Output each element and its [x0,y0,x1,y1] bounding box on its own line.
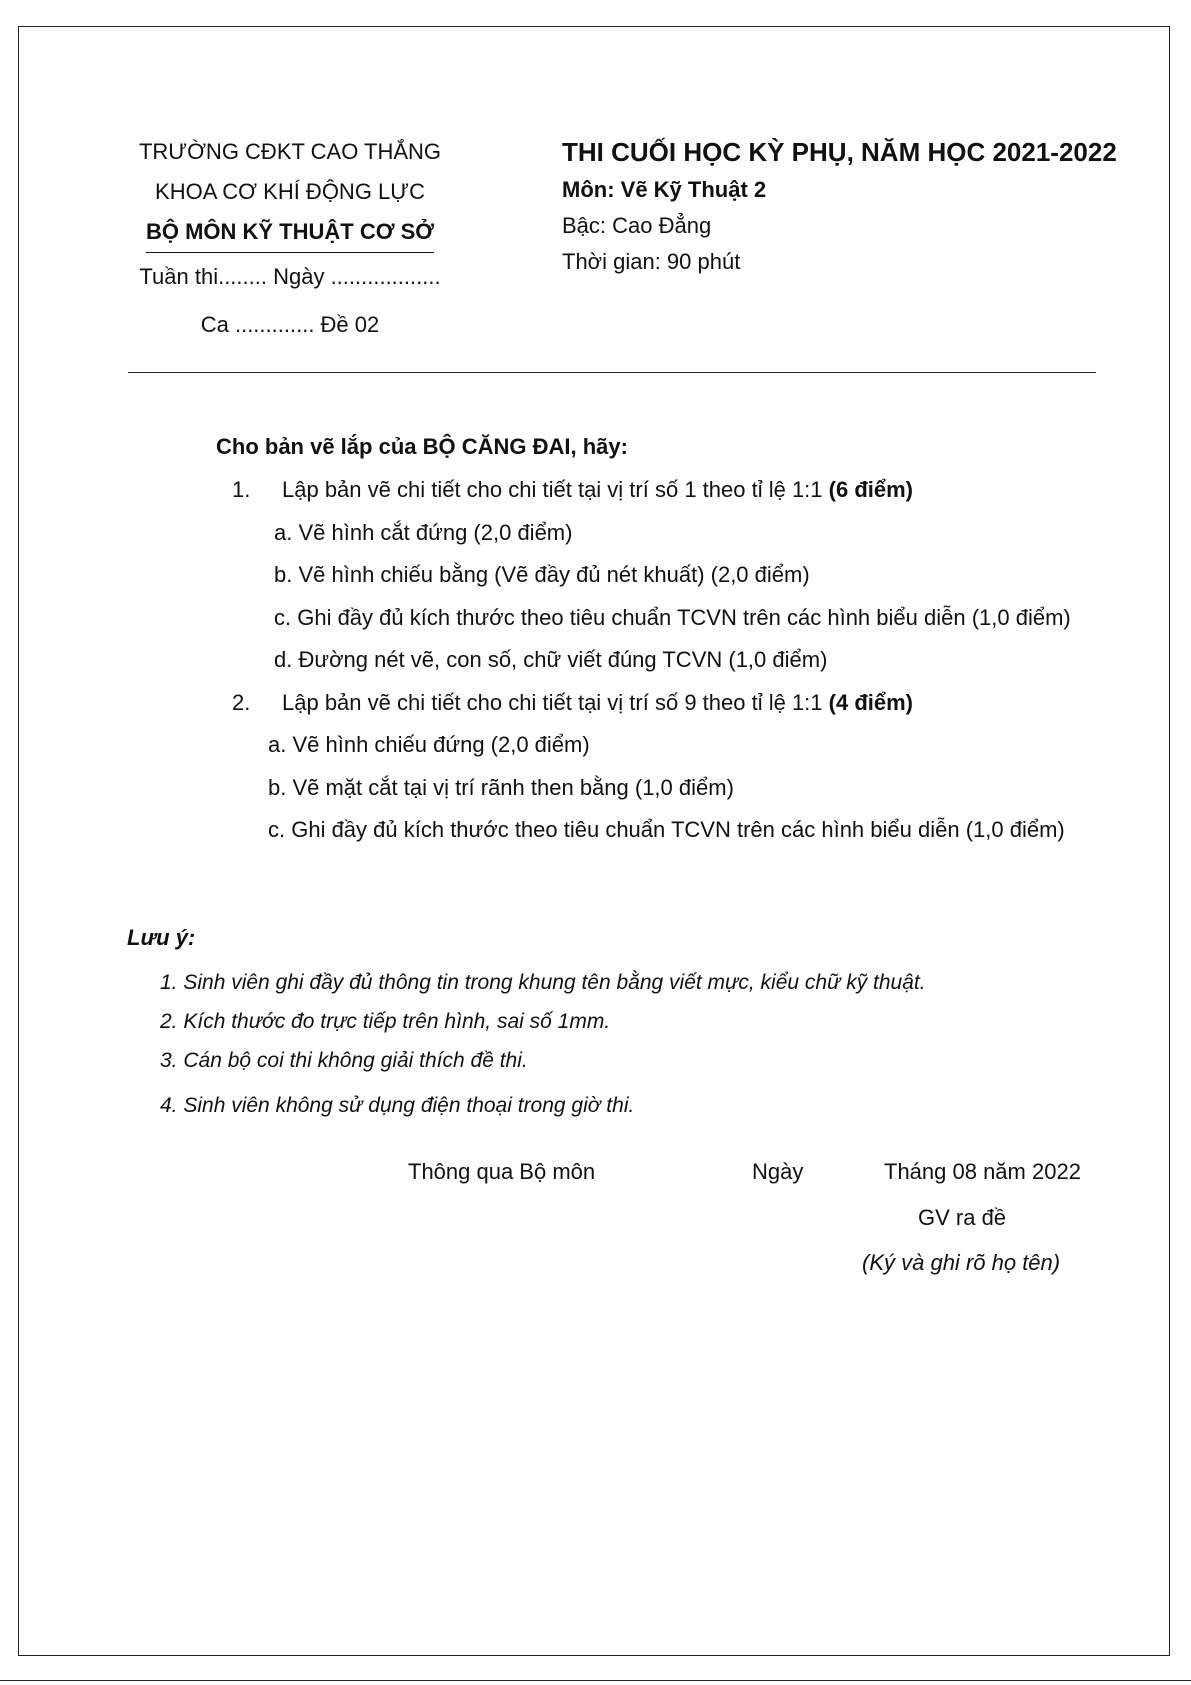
task-subitem: b. Vẽ mặt cắt tại vị trí rãnh then bằng (1,0 điểm) [268,775,734,800]
exam-week-day: Tuần thi........ Ngày .................. [139,264,441,289]
task-subitem: b. Vẽ hình chiếu bằng (Vẽ đầy đủ nét khuất) (2,0 điểm) [274,562,810,587]
task-subitem: c. Ghi đầy đủ kích thước theo tiêu chuẩn TCVN trên các hình biểu diễn (1,0 điểm) [268,817,1065,842]
header-divider [128,372,1096,373]
bottom-divider [0,1680,1191,1681]
task-line [282,477,913,503]
exam-subject: Môn: Vẽ Kỹ Thuật 2 [562,177,767,202]
department-name: BỘ MÔN KỸ THUẬT CƠ SỞ [146,216,434,253]
task-points: (6 điểm) [828,477,913,502]
header-left [120,132,460,345]
task-text: Lập bản vẽ chi tiết cho chi tiết tại vị trí số 9 theo tỉ lệ 1:1 [282,690,829,715]
approval-label: Thông qua Bộ môn [408,1159,596,1184]
author-label: GV ra đề [918,1205,1007,1230]
notes-heading: Lưu ý: [127,925,196,950]
school-name: TRƯỜNG CĐKT CAO THẮNG [138,139,442,164]
task-number: 2. [232,690,251,715]
note-item: 3. Cán bộ coi thi không giải thích đề thi. [160,1049,528,1072]
task-points: (4 điểm) [828,690,913,715]
task-number: 1. [232,477,251,502]
exam-prompt: Cho bản vẽ lắp của BỘ CĂNG ĐAI, hãy: [216,434,628,459]
note-item: 4. Sinh viên không sử dụng điện thoại trong giờ thi. [160,1094,635,1117]
exam-level: Bậc: Cao Đẳng [562,213,712,238]
task-subitem: d. Đường nét vẽ, con số, chữ viết đúng TCVN (1,0 điểm) [274,647,828,672]
faculty-name: KHOA CƠ KHÍ ĐỘNG LỰC [155,179,425,204]
date-day-label: Ngày [752,1159,804,1184]
date-month-year: Tháng 08 năm 2022 [884,1159,1081,1184]
task-subitem: a. Vẽ hình cắt đứng (2,0 điểm) [274,520,573,545]
header-right [562,132,1117,280]
task-subitem: c. Ghi đầy đủ kích thước theo tiêu chuẩn TCVN trên các hình biểu diễn (1,0 điểm) [274,605,1071,630]
exam-title: THI CUỐI HỌC KỲ PHỤ, NĂM HỌC 2021-2022 [562,137,1117,167]
note-item: 1. Sinh viên ghi đầy đủ thông tin trong khung tên bằng viết mực, kiểu chữ kỹ thuật. [160,971,926,994]
exam-shift-code: Ca ............. Đề 02 [200,312,380,337]
task-subitem: a. Vẽ hình chiếu đứng (2,0 điểm) [268,732,590,757]
task-text: Lập bản vẽ chi tiết cho chi tiết tại vị trí số 1 theo tỉ lệ 1:1 [282,477,829,502]
exam-duration: Thời gian: 90 phút [562,249,741,274]
signature-note: (Ký và ghi rõ họ tên) [862,1250,1061,1275]
task-line [282,690,913,716]
note-item: 2. Kích thước đo trực tiếp trên hình, sai số 1mm. [160,1010,611,1033]
